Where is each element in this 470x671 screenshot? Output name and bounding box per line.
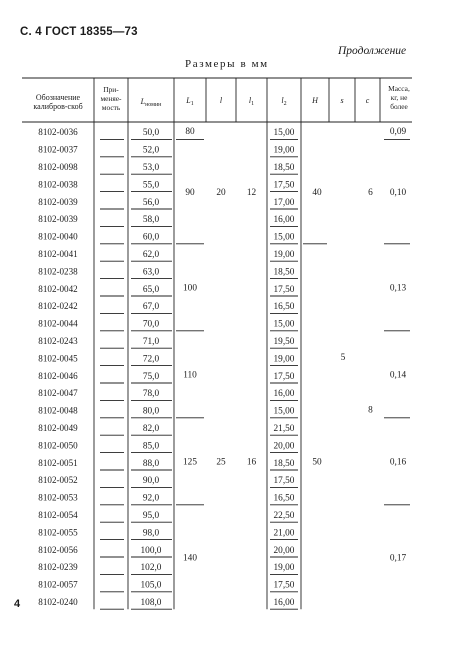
row-designation: 8102-0044 — [38, 318, 78, 329]
row-l2: 15,00 — [273, 128, 295, 139]
row-l-nom: 50,0 — [142, 128, 160, 139]
row-designation: 8102-0037 — [38, 144, 78, 155]
row-l-nom: 63,0 — [142, 267, 160, 278]
row-l-nom: 67,0 — [142, 302, 160, 313]
row-l2: 19,00 — [273, 563, 295, 574]
row-designation: 8102-0048 — [38, 405, 78, 416]
row-l-nom: 100,0 — [140, 545, 162, 556]
row-l2: 17,50 — [273, 180, 295, 191]
row-l-nom: 78,0 — [142, 389, 160, 400]
row-l2: 18,50 — [273, 458, 295, 469]
row-l2: 16,00 — [273, 598, 295, 608]
col-header-l-nom: $L_{номин}$ — [140, 97, 162, 108]
row-l2: 15,00 — [273, 406, 295, 417]
col-header-application: меняе- — [100, 94, 122, 103]
row-designation: 8102-0046 — [38, 370, 78, 381]
row-l2: 17,50 — [273, 580, 295, 591]
row-l-nom: 75,0 — [142, 371, 160, 382]
group-l1: 90 — [185, 187, 195, 198]
col-header-application: При- — [103, 85, 119, 94]
row-l-nom: 88,0 — [142, 458, 160, 469]
col-header-application: мость — [101, 103, 121, 112]
continuation-label: Продолжение — [338, 45, 407, 57]
row-designation: 8102-0038 — [38, 179, 78, 190]
row-designation: 8102-0243 — [38, 336, 78, 346]
row-designation: 8102-0054 — [38, 510, 78, 520]
col-header-mass: кг, не — [390, 93, 408, 102]
group-l1: 80 — [185, 127, 195, 137]
row-l-nom: 53,0 — [142, 163, 160, 173]
row-l2: 22,50 — [273, 511, 295, 521]
row-designation: 8102-0052 — [38, 475, 78, 486]
row-l-nom: 72,0 — [142, 354, 160, 365]
row-l-nom: 55,0 — [142, 180, 160, 191]
group-h: 40 — [312, 187, 322, 198]
row-l2: 15,00 — [273, 319, 295, 330]
row-designation: 8102-0039 — [38, 214, 78, 225]
group-l1: 110 — [183, 370, 197, 381]
row-designation: 8102-0049 — [38, 423, 78, 433]
row-designation: 8102-0055 — [38, 527, 78, 538]
row-l2: 19,00 — [273, 145, 295, 156]
row-l2: 16,00 — [273, 215, 295, 226]
row-l2: 19,00 — [273, 250, 295, 260]
col-header-designation: калибров-скоб — [33, 102, 83, 111]
row-designation: 8102-0242 — [38, 301, 78, 312]
row-designation: 8102-0047 — [38, 388, 78, 399]
row-designation: 8102-0039 — [38, 196, 78, 207]
row-l2: 17,00 — [273, 197, 295, 208]
row-l-nom: 85,0 — [142, 441, 160, 452]
row-l-nom: 82,0 — [142, 424, 160, 434]
row-l-nom: 71,0 — [142, 337, 160, 347]
dimensions-caption: Размеры в мм — [185, 58, 269, 70]
row-designation: 8102-0053 — [38, 492, 78, 503]
row-l2: 15,00 — [273, 232, 295, 243]
group-mass: 0,17 — [389, 553, 407, 564]
col-header-s: s — [340, 96, 344, 105]
row-l2: 20,00 — [273, 441, 295, 452]
row-designation: 8102-0057 — [38, 579, 78, 590]
col-header-mass: более — [390, 102, 408, 111]
group-l1-small: 16 — [246, 457, 257, 468]
row-l-nom: 80,0 — [142, 406, 160, 417]
row-designation: 8102-0098 — [38, 162, 78, 172]
row-l2: 16,00 — [273, 389, 295, 400]
col-header-designation: Обозначение — [35, 93, 81, 102]
col-header-l1: $L_1$ — [186, 96, 194, 107]
col-header-l1-small: $l_1$ — [248, 96, 255, 107]
group-c: 8 — [368, 405, 373, 416]
row-l2: 16,50 — [273, 493, 295, 504]
row-l-nom: 62,0 — [142, 250, 160, 260]
row-designation: 8102-0042 — [38, 283, 78, 294]
row-l-nom: 108,0 — [140, 598, 162, 608]
row-designation: 8102-0036 — [38, 127, 78, 138]
row-l2: 20,00 — [273, 545, 295, 556]
row-designation: 8102-0240 — [38, 597, 78, 607]
row-designation: 8102-0045 — [38, 353, 78, 364]
row-l2: 19,00 — [273, 354, 295, 365]
group-mass: 0,10 — [389, 187, 407, 198]
row-l-nom: 60,0 — [142, 232, 160, 243]
group-s: 5 — [340, 353, 346, 364]
group-mass: 0,14 — [389, 370, 407, 381]
row-designation: 8102-0050 — [38, 440, 78, 451]
row-l-nom: 105,0 — [140, 580, 162, 591]
col-header-l: l — [219, 96, 223, 105]
row-designation: 8102-0239 — [38, 562, 78, 573]
row-l2: 18,50 — [273, 163, 295, 173]
col-header-l2: $l_2$ — [281, 96, 287, 107]
row-designation: 8102-0051 — [38, 457, 78, 468]
row-l2: 17,50 — [273, 371, 295, 382]
col-header-mass: Масса, — [388, 84, 410, 93]
page-number: 4 — [14, 598, 21, 610]
col-header-h: H — [312, 96, 318, 105]
group-l1: 100 — [183, 283, 197, 294]
row-l2: 17,50 — [273, 476, 295, 487]
page-header: С. 4 ГОСТ 18355—73 — [20, 26, 138, 38]
row-l-nom: 90,0 — [142, 476, 160, 487]
row-l-nom: 92,0 — [142, 493, 160, 504]
row-l-nom: 58,0 — [142, 215, 160, 226]
group-l: 25 — [216, 457, 226, 468]
row-l2: 21,00 — [273, 528, 295, 539]
row-designation: 8102-0056 — [38, 544, 78, 555]
group-l: 20 — [216, 187, 226, 198]
group-l1: 140 — [183, 553, 197, 564]
row-l2: 19,50 — [273, 337, 295, 347]
row-l2: 21,50 — [273, 424, 295, 434]
group-c: 6 — [368, 187, 373, 198]
row-l-nom: 56,0 — [142, 197, 160, 208]
row-l-nom: 98,0 — [142, 528, 160, 539]
row-l-nom: 102,0 — [140, 563, 162, 574]
group-l1-small: 12 — [246, 187, 257, 198]
group-mass: 0,13 — [389, 283, 407, 294]
row-l2: 16,50 — [273, 302, 295, 313]
row-designation: 8102-0238 — [38, 266, 78, 277]
col-header-c: c — [365, 96, 370, 105]
row-l2: 18,50 — [273, 267, 295, 278]
row-l-nom: 95,0 — [142, 511, 160, 521]
row-l-nom: 52,0 — [142, 145, 160, 156]
row-designation: 8102-0041 — [38, 249, 78, 259]
group-h: 50 — [312, 457, 322, 468]
row-l-nom: 70,0 — [142, 319, 160, 330]
group-mass: 0,09 — [389, 127, 407, 137]
row-l2: 17,50 — [273, 284, 295, 295]
row-l-nom: 65,0 — [142, 284, 160, 295]
group-l1: 125 — [183, 457, 197, 468]
row-designation: 8102-0040 — [38, 231, 78, 242]
group-mass: 0,16 — [389, 457, 407, 468]
